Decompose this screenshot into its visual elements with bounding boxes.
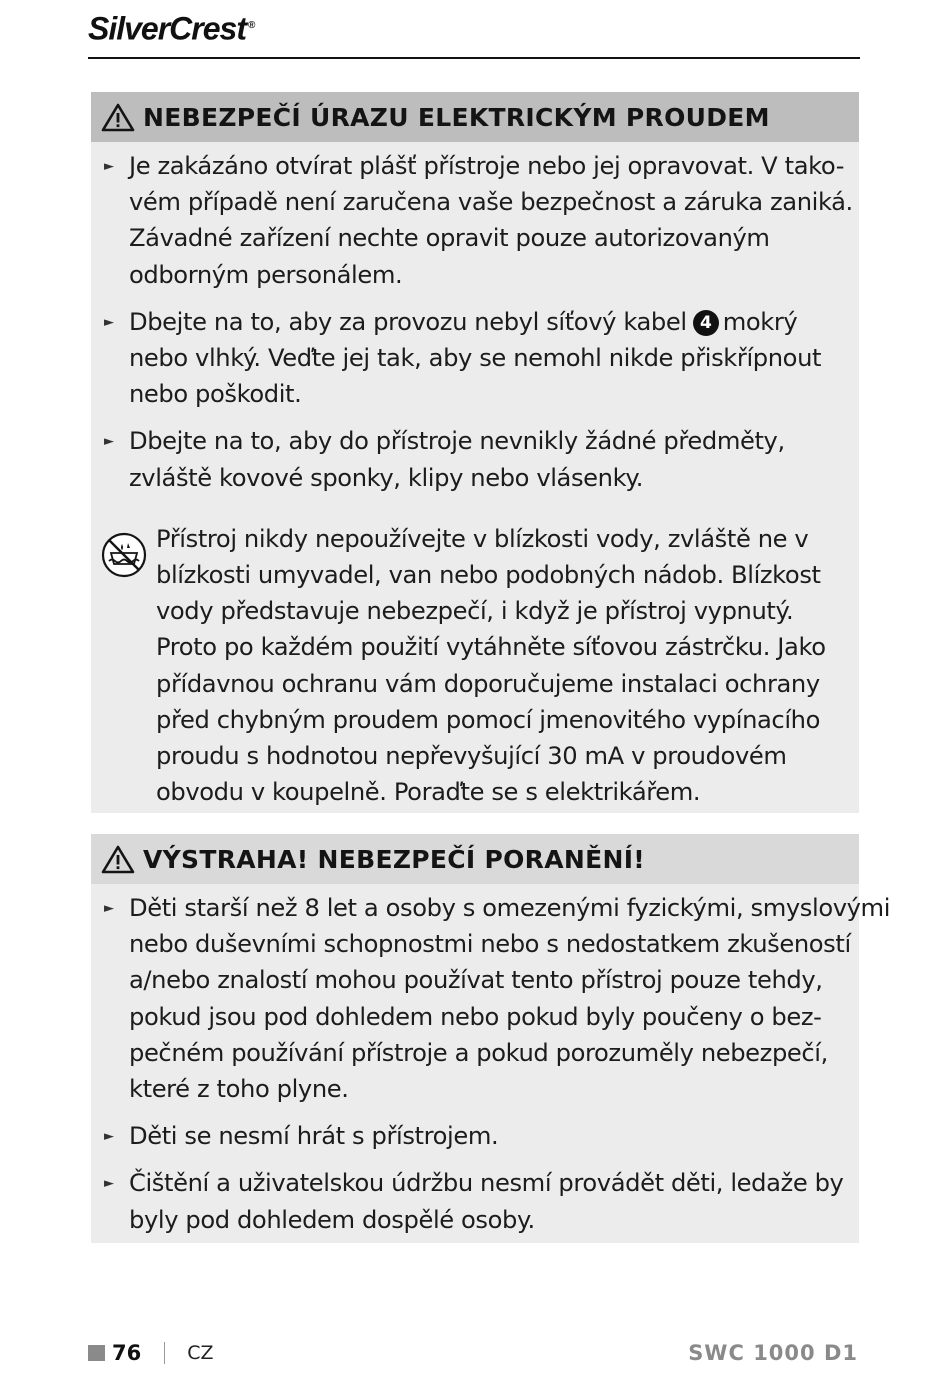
part-number-badge: 4 xyxy=(693,310,719,336)
text-line: a/nebo znalostí mohou používat tento přístroj pouze tehdy, xyxy=(129,966,823,995)
page-footer xyxy=(88,1335,858,1371)
footer-divider xyxy=(164,1342,165,1364)
water-warning-note xyxy=(91,521,859,811)
bullet-arrow: ► xyxy=(104,901,114,916)
text-line: vém případě není zaručena vaše bezpečnost a záruka zaniká. xyxy=(129,188,853,217)
text-line: pečném používání přístroje a pokud porozuměly nebezpečí, xyxy=(129,1038,828,1067)
no-water-bath-icon xyxy=(100,531,148,579)
text-line: před chybným proudem pomocí jmenovitého vypínacího xyxy=(156,705,820,734)
warning-box-injury xyxy=(91,834,891,1243)
warning-list xyxy=(91,890,891,1238)
warning-title: VÝSTRAHA! NEBEZPEČÍ PORANĚNÍ! xyxy=(143,844,645,874)
text-line: byly pod dohledem dospělé osoby. xyxy=(129,1205,535,1234)
text-line: blízkosti umyvadel, van nebo podobných nádob. Blízkost xyxy=(156,561,821,590)
bullet-arrow: ► xyxy=(104,434,114,450)
warning-heading-bar xyxy=(91,834,859,884)
text-line: proudu s hodnotou nepřevyšující 30 mA v proudovém xyxy=(156,742,787,771)
text-line: které z toho plyne. xyxy=(129,1075,349,1104)
text-line: Přístroj nikdy nepoužívejte v blízkosti vody, zvláště ne v xyxy=(156,524,809,553)
text-line: odborným personálem. xyxy=(129,260,403,289)
text-fragment: Dbejte na to, aby za provozu nebyl síťový kabel xyxy=(129,307,687,336)
list-item xyxy=(91,890,891,1107)
list-item xyxy=(91,148,853,293)
warning-triangle-icon xyxy=(101,102,135,132)
text-line: Je zakázáno otvírat plášť přístroje nebo jej opravovat. V tako- xyxy=(129,152,845,180)
warning-triangle-icon xyxy=(101,844,135,874)
model-number: SWC 1000 D1 xyxy=(688,1341,858,1365)
language-code: CZ xyxy=(187,1342,214,1364)
warning-list xyxy=(91,148,859,496)
bullet-arrow: ► xyxy=(104,159,114,174)
text-line: nebo vlhký. Veďte jej tak, aby se nemohl nikde přiskřípnout xyxy=(129,344,822,373)
text-line: Dbejte na to, aby do přístroje nevnikly žádné předměty, xyxy=(129,427,785,456)
text-line: přídavnou ochranu vám doporučujeme instalaci ochrany xyxy=(156,669,820,698)
warning-heading-bar xyxy=(91,92,859,142)
brand-name: SilverCrest xyxy=(88,10,246,47)
warning-title: NEBEZPEČÍ ÚRAZU ELEKTRICKÝM PROUDEM xyxy=(143,102,770,132)
text-line: zvláště kovové sponky, klipy nebo vlásenky. xyxy=(129,463,644,492)
page-number: 76 xyxy=(112,1341,142,1365)
text-fragment: mokrý xyxy=(722,307,798,336)
text-line: Závadné zařízení nechte opravit pouze autorizovaným xyxy=(129,224,770,253)
list-item xyxy=(91,423,849,495)
list-item xyxy=(91,1165,849,1237)
text-line: vody představuje nebezpečí, i když je přístroj vypnutý. xyxy=(156,597,794,626)
text-line xyxy=(129,304,849,340)
list-item xyxy=(91,304,849,413)
registered-mark: ® xyxy=(247,20,255,31)
warning-box-electric xyxy=(91,92,859,813)
text-line: obvodu v koupelně. Poraďte se s elektrikářem. xyxy=(156,778,701,807)
text-line: Děti se nesmí hrát s přístrojem. xyxy=(129,1122,499,1151)
text-line: Proto po každém použití vytáhněte síťovou zástrčku. Jako xyxy=(156,633,826,662)
text-line: nebo duševními schopnostmi nebo s nedostatkem zkušeností xyxy=(129,930,851,959)
brand-logo xyxy=(88,4,254,51)
footer-square-marker xyxy=(88,1345,105,1361)
text-line: nebo poškodit. xyxy=(129,380,302,409)
bullet-arrow: ► xyxy=(104,314,114,330)
bullet-arrow: ► xyxy=(104,1176,114,1192)
text-line: Děti starší než 8 let a osoby s omezenými fyzickými, smyslovými xyxy=(129,894,891,922)
bullet-arrow: ► xyxy=(104,1129,114,1145)
text-line: Čištění a uživatelskou údržbu nesmí provádět děti, ledaže by xyxy=(129,1169,844,1198)
text-line: pokud jsou pod dohledem nebo pokud byly poučeny o bez- xyxy=(129,1002,822,1031)
header-rule xyxy=(88,57,860,59)
list-item xyxy=(91,1118,849,1154)
